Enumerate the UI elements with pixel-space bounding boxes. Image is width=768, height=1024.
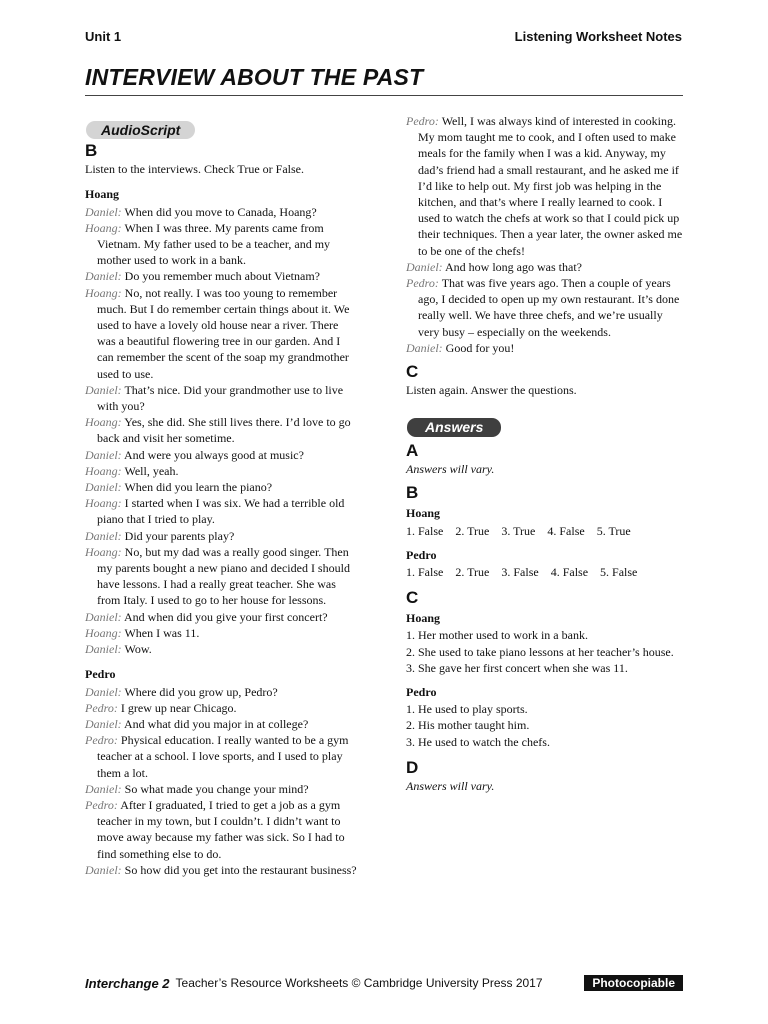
dialogue-line (85, 797, 358, 862)
answer-a-letter: A (406, 441, 419, 461)
speaker-name: Daniel: (406, 259, 443, 274)
dialogue-line (85, 220, 358, 269)
answers-pill: Answers (407, 418, 501, 437)
answer-d-letter: D (406, 757, 419, 777)
speaker-name: Hoang: (85, 544, 122, 559)
page-title: INTERVIEW ABOUT THE PAST (85, 64, 683, 96)
speaker-name: Hoang: (85, 463, 122, 478)
answer-item: 2. True (455, 523, 490, 538)
answer-b-pedro-heading: Pedro (406, 547, 437, 562)
answer-item: 4. False (547, 523, 585, 538)
dialogue-line (85, 285, 358, 382)
answer-b-letter: B (406, 483, 419, 503)
dialogue-text: That was five years ago. Then a couple of years ago, I decided to open up my own restaurant. It’s done really well. We have three chefs, and we’re usually very busy – especially on the weekends. (418, 276, 680, 339)
dialogue-text: I started when I was six. We had a terrible old piano that I tried to play. (97, 496, 345, 527)
dialogue-text: And how long ago was that? (445, 259, 582, 274)
dialogue-line (85, 479, 358, 495)
dialogue-text: Well, I was always kind of interested in cooking. My mom taught me to cook, and I often used to make meals for the family when I was a kid. Anyway, my dad’s friend had a small restaurant, and he asked me if I’d like to help out. My first job was helping in the kitchen, and that’s where I really learned to cook. I used to watch the chefs at work so that I could pick up their techniques. Then a year later, the owner asked me to be one of the chefs! (418, 114, 683, 258)
audioscript-pill: AudioScript (86, 121, 195, 139)
answer-c-hoang-list (406, 627, 686, 676)
speaker-name: Pedro: (85, 733, 118, 748)
speaker-name: Daniel: (85, 528, 122, 543)
dialogue-line (406, 259, 686, 275)
page-footer (85, 975, 683, 991)
pedro-dialogue-continued (406, 113, 686, 356)
answer-c-pedro-list (406, 701, 686, 750)
right-column (406, 113, 686, 794)
dialogue-text: Yes, she did. She still lives there. I’d love to go back and visit her sometime. (97, 415, 351, 446)
speaker-name: Daniel: (406, 340, 443, 355)
dialogue-line (85, 684, 358, 700)
dialogue-line (406, 113, 686, 259)
dialogue-line (85, 528, 358, 544)
answer-item: 4. False (550, 565, 589, 580)
dialogue-line (85, 732, 358, 781)
dialogue-text: So what made you change your mind? (124, 781, 309, 796)
dialogue-line (85, 495, 358, 527)
answer-item: 3. False (501, 565, 539, 580)
answer-b-hoang-heading: Hoang (406, 506, 441, 521)
dialogue-line (406, 340, 686, 356)
list-item: 2. She used to take piano lessons at her teacher’s house. (406, 644, 674, 659)
speaker-name: Hoang: (85, 496, 122, 511)
dialogue-line (85, 609, 358, 625)
answer-b-pedro-row (406, 564, 686, 580)
dialogue-text: When did you learn the piano? (124, 480, 273, 495)
speaker-name: Daniel: (85, 716, 122, 731)
list-item: 2. His mother taught him. (406, 718, 530, 733)
hoang-dialogue (85, 204, 358, 658)
pedro-dialogue (85, 684, 358, 878)
section-b-letter: B (85, 141, 98, 161)
speaker-name: Daniel: (85, 382, 122, 397)
section-b-instruction: Listen to the interviews. Check True or False. (85, 162, 304, 177)
dialogue-text: No, not really. I was too young to remember much. But I do remember certain things about it. We used to have a lovely old house near a river. There was a beautiful flowering tree in our garden. And I can remember the scent of the soap my grandmother used to use. (97, 285, 350, 381)
answer-c-hoang-heading: Hoang (406, 611, 441, 626)
dialogue-text: After I graduated, I tried to get a job as a gym teacher in my town, but I couldn’t. I didn’t want to move away because my father was sick. So I had to find something else to do. (97, 797, 345, 861)
speaker-name: Daniel: (85, 781, 122, 796)
audioscript-column (85, 121, 358, 878)
dialogue-text: And what did you major in at college? (124, 716, 309, 731)
book-title: Interchange 2 (85, 975, 170, 991)
speaker-name: Hoang: (85, 220, 122, 235)
list-item: 1. Her mother used to work in a bank. (406, 628, 588, 643)
speaker-name: Daniel: (85, 269, 122, 284)
section-c-letter: C (406, 362, 419, 382)
worksheet-type-label: Listening Worksheet Notes (514, 29, 682, 44)
answer-item: 5. False (600, 565, 638, 580)
dialogue-line (85, 781, 358, 797)
dialogue-line (85, 625, 358, 641)
dialogue-line (85, 716, 358, 732)
section-c-instruction: Listen again. Answer the questions. (406, 383, 577, 398)
unit-label: Unit 1 (85, 29, 122, 44)
dialogue-text: Good for you! (445, 340, 515, 355)
speaker-name: Daniel: (85, 480, 122, 495)
speaker-name: Pedro: (406, 114, 439, 128)
answer-a-text: Answers will vary. (406, 462, 495, 477)
dialogue-text: Do you remember much about Vietnam? (124, 269, 320, 284)
dialogue-text: When I was three. My parents came from Vietnam. My father used to be a teacher, and my mother used to work in a bank. (97, 220, 331, 268)
answer-item: 1. False (406, 565, 444, 580)
answer-d-text: Answers will vary. (406, 778, 495, 793)
speaker-name: Daniel: (85, 684, 122, 699)
dialogue-line (406, 275, 686, 340)
answer-b-hoang-row (406, 523, 686, 539)
dialogue-text: So how did you get into the restaurant business? (124, 862, 357, 877)
copyright-text: Teacher’s Resource Worksheets © Cambridge University Press 2017 (175, 976, 543, 990)
speaker-name: Daniel: (85, 642, 122, 657)
dialogue-text: And were you always good at music? (124, 447, 304, 462)
dialogue-line (85, 268, 358, 284)
answer-item: 5. True (596, 523, 631, 538)
dialogue-text: Did your parents play? (124, 528, 235, 543)
dialogue-line (85, 544, 358, 609)
dialogue-text: When did you move to Canada, Hoang? (124, 204, 317, 219)
dialogue-line (85, 700, 358, 716)
list-item: 1. He used to play sports. (406, 702, 528, 717)
dialogue-text: I grew up near Chicago. (120, 700, 237, 715)
speaker-name: Daniel: (85, 862, 122, 877)
speaker-name: Hoang: (85, 625, 122, 640)
dialogue-text: No, but my dad was a really good singer. Then my parents bought a new piano and decided I should have lessons. I had a really great teacher. She was from Italy. I used to go to her house for lessons. (97, 544, 350, 608)
speaker-name: Daniel: (85, 447, 122, 462)
dialogue-text: That’s nice. Did your grandmother use to live with you? (97, 382, 344, 414)
dialogue-line (85, 862, 358, 878)
dialogue-text: And when did you give your first concert? (124, 609, 328, 624)
list-item: 3. She gave her first concert when she was 11. (406, 660, 628, 675)
photocopiable-badge: Photocopiable (584, 975, 683, 991)
speaker-name: Pedro: (85, 797, 118, 812)
speaker-name: Hoang: (85, 415, 122, 430)
answer-item: 1. False (406, 523, 444, 538)
dialogue-text: Physical education. I really wanted to be a gym teacher at a school. I love sports, and I used to play them a lot. (97, 733, 349, 780)
hoang-heading: Hoang (85, 187, 120, 202)
dialogue-text: Well, yeah. (124, 463, 179, 478)
speaker-name: Daniel: (85, 204, 122, 219)
dialogue-text: Wow. (124, 642, 152, 657)
dialogue-line (85, 447, 358, 463)
speaker-name: Pedro: (85, 700, 118, 715)
dialogue-line (85, 463, 358, 479)
dialogue-line (85, 382, 358, 414)
speaker-name: Daniel: (85, 609, 122, 624)
dialogue-line (85, 204, 358, 220)
answer-c-letter: C (406, 588, 419, 608)
dialogue-text: Where did you grow up, Pedro? (124, 684, 278, 699)
answer-item: 2. True (455, 565, 490, 580)
speaker-name: Pedro: (406, 276, 439, 291)
answer-item: 3. True (501, 523, 536, 538)
dialogue-line (85, 414, 358, 446)
dialogue-text: When I was 11. (124, 625, 200, 640)
pedro-heading: Pedro (85, 667, 116, 682)
speaker-name: Hoang: (85, 285, 122, 300)
dialogue-line (85, 641, 358, 657)
list-item: 3. He used to watch the chefs. (406, 734, 550, 749)
answer-c-pedro-heading: Pedro (406, 685, 437, 700)
